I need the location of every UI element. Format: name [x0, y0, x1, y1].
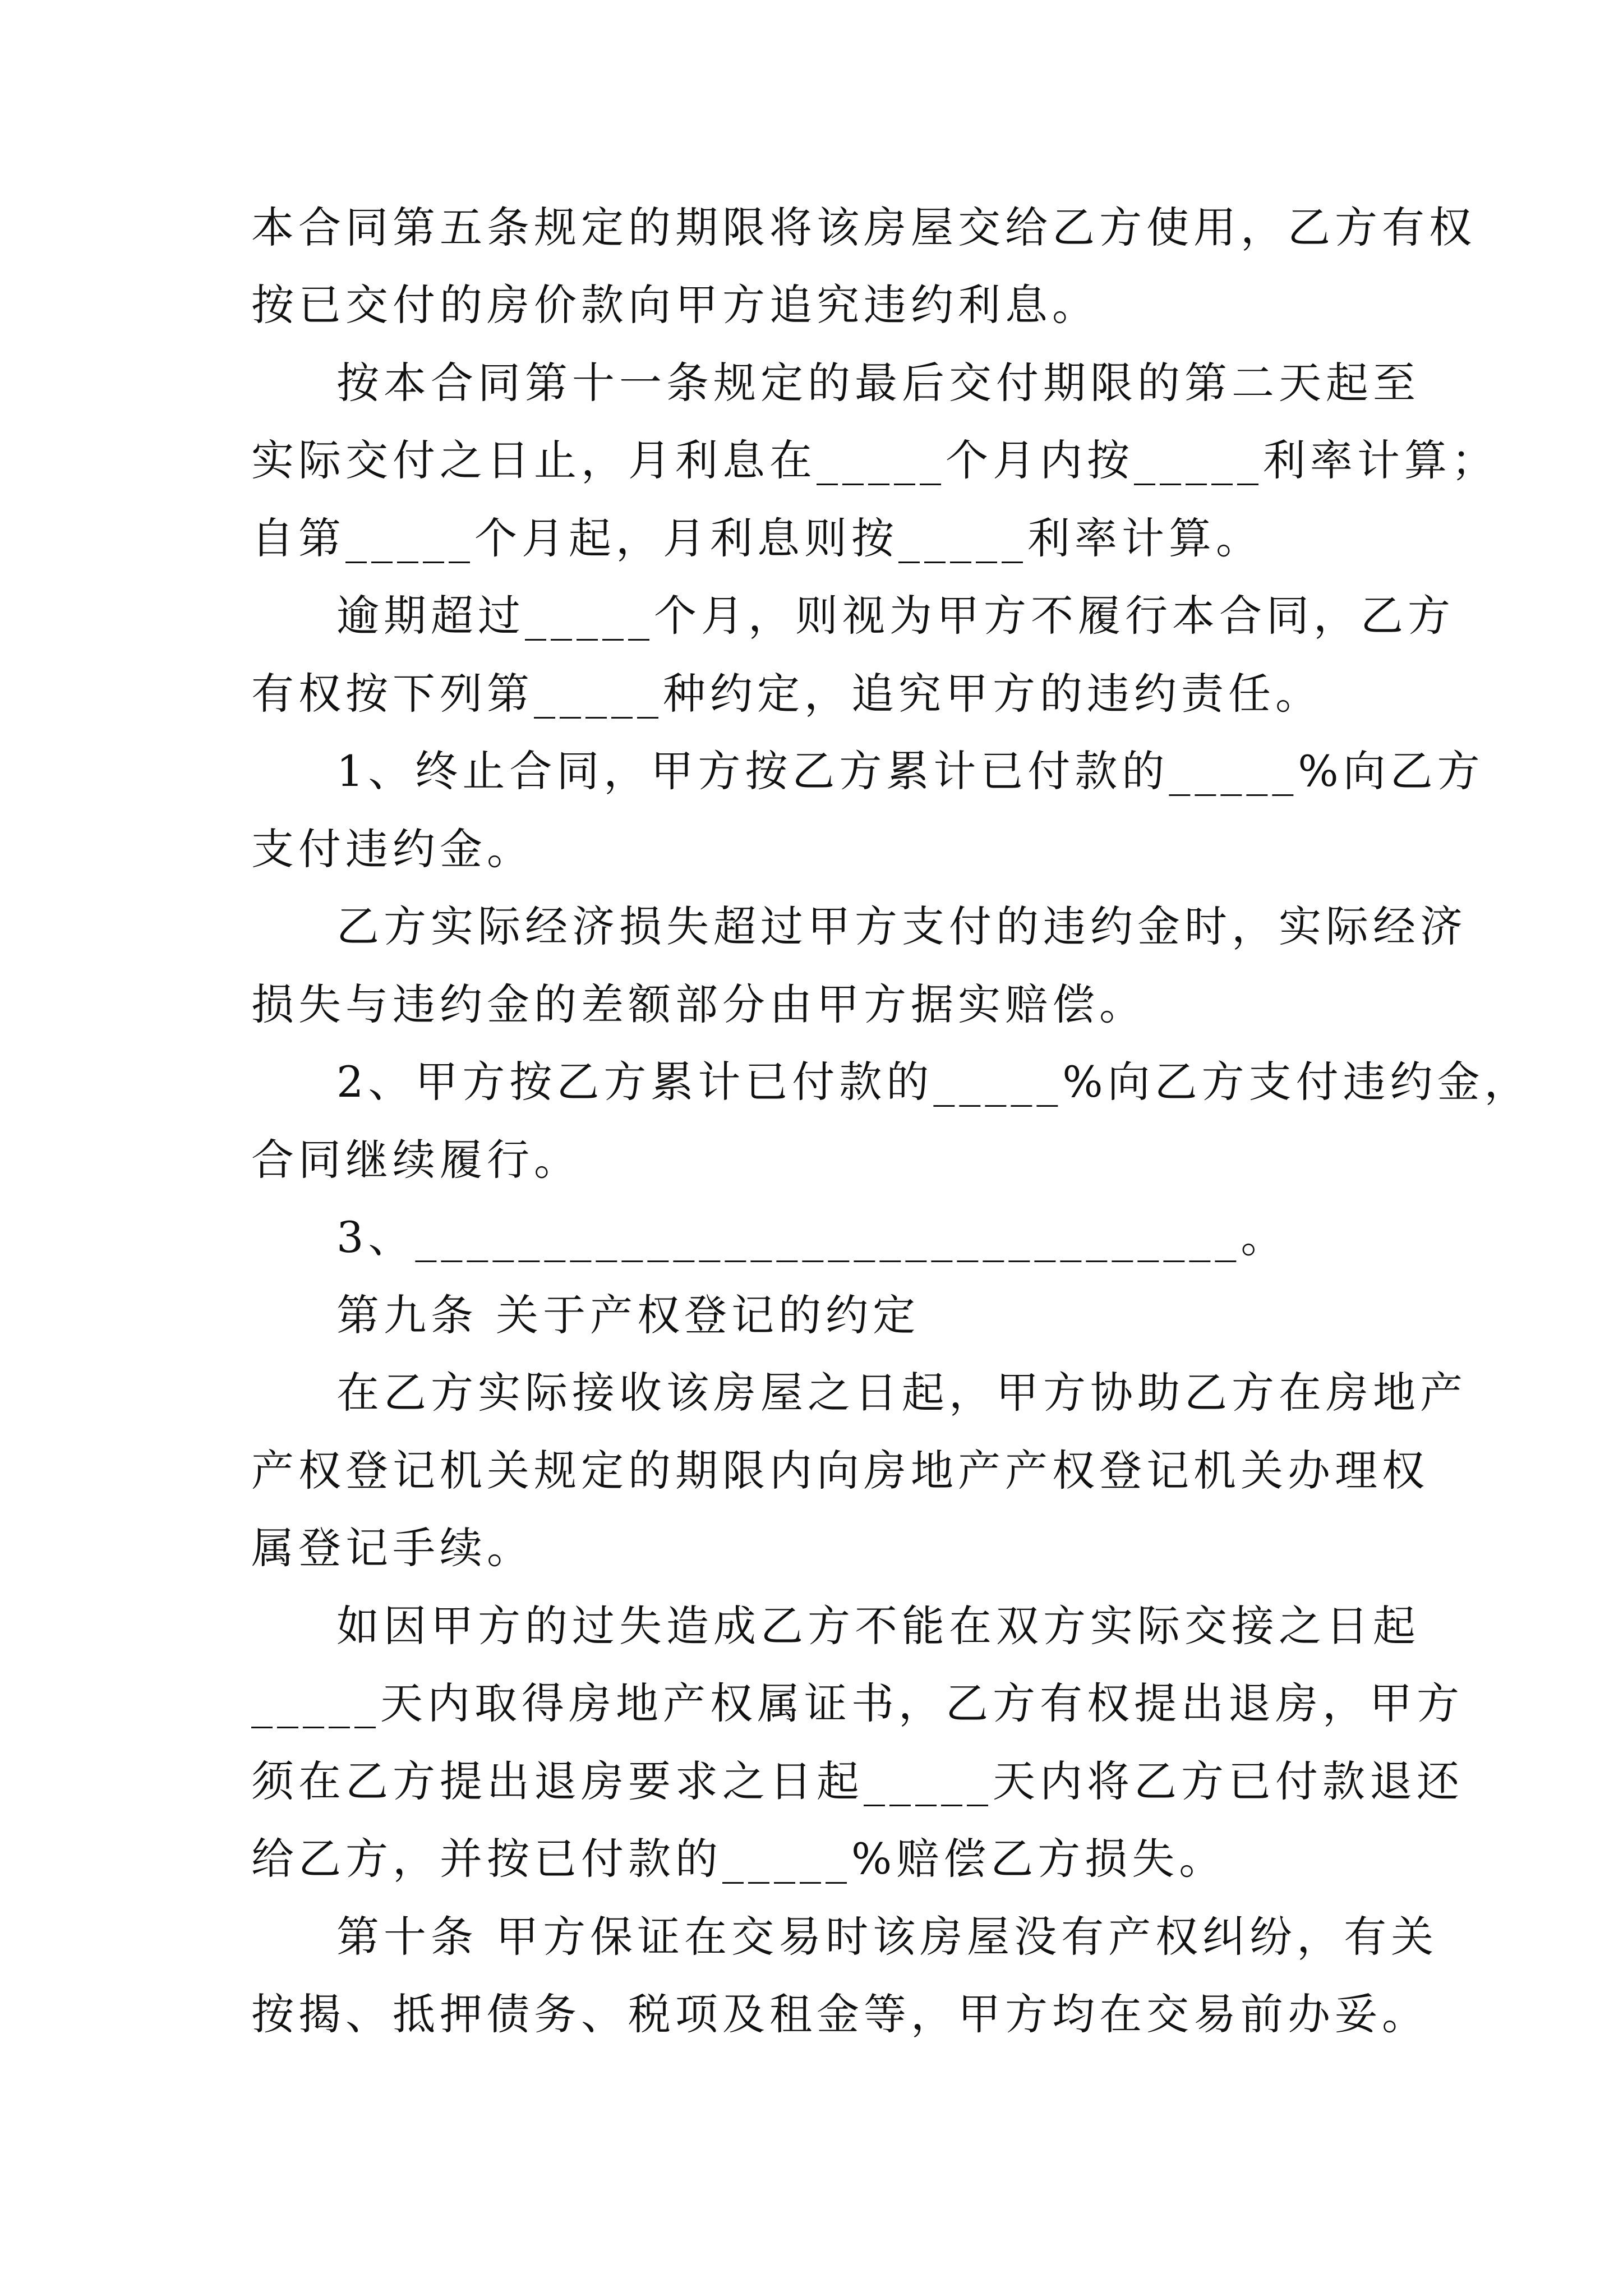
- text-line: 属登记手续。: [251, 1523, 534, 1573]
- text-line: 如因甲方的过失造成乙方不能在双方实际交接之日起: [336, 1601, 1420, 1651]
- section-heading: 第十条 甲方保证在交易时该房屋没有产权纠纷，有关: [336, 1912, 1438, 1962]
- text-line: 支付违约金。: [251, 824, 534, 874]
- section-heading: 第九条 关于产权登记的约定: [336, 1290, 920, 1340]
- text-line: 按揭、抵押债务、税项及租金等，甲方均在交易前办妥。: [251, 1989, 1429, 2039]
- text-line: _____天内取得房地产权属证书，乙方有权提出退房，甲方: [251, 1678, 1464, 1728]
- text-line: 给乙方，并按已付款的_____%赔偿乙方损失。: [251, 1834, 1227, 1884]
- text-line: 自第_____个月起，月利息则按_____利率计算。: [251, 513, 1263, 563]
- text-line: 本合同第五条规定的期限将该房屋交给乙方使用，乙方有权: [251, 203, 1476, 252]
- text-line: 3、________________________________。: [336, 1212, 1288, 1262]
- text-line: 2、甲方按乙方累计已付款的_____%向乙方支付违约金，: [336, 1057, 1532, 1107]
- text-line: 产权登记机关规定的期限内向房地产产权登记机关办理权: [251, 1446, 1429, 1496]
- text-line: 在乙方实际接收该房屋之日起，甲方协助乙方在房地产: [336, 1368, 1467, 1418]
- text-line: 实际交付之日止，月利息在_____个月内按_____利率计算；: [251, 435, 1498, 485]
- text-line: 1、终止合同，甲方按乙方累计已付款的_____%向乙方: [336, 746, 1484, 796]
- text-line: 按已交付的房价款向甲方追究违约利息。: [251, 280, 1099, 330]
- text-line: 逾期超过_____个月，则视为甲方不履行本合同，乙方: [336, 591, 1455, 641]
- text-line: 损失与违约金的差额部分由甲方据实赔偿。: [251, 979, 1146, 1029]
- text-line: 按本合同第十一条规定的最后交付期限的第二天起至: [336, 358, 1420, 408]
- text-line: 有权按下列第_____种约定，追究甲方的违约责任。: [251, 669, 1322, 719]
- text-line: 合同继续履行。: [251, 1135, 581, 1185]
- text-line: 须在乙方提出退房要求之日起_____天内将乙方已付款退还: [251, 1756, 1464, 1806]
- text-line: 乙方实际经济损失超过甲方支付的违约金时，实际经济: [336, 901, 1467, 951]
